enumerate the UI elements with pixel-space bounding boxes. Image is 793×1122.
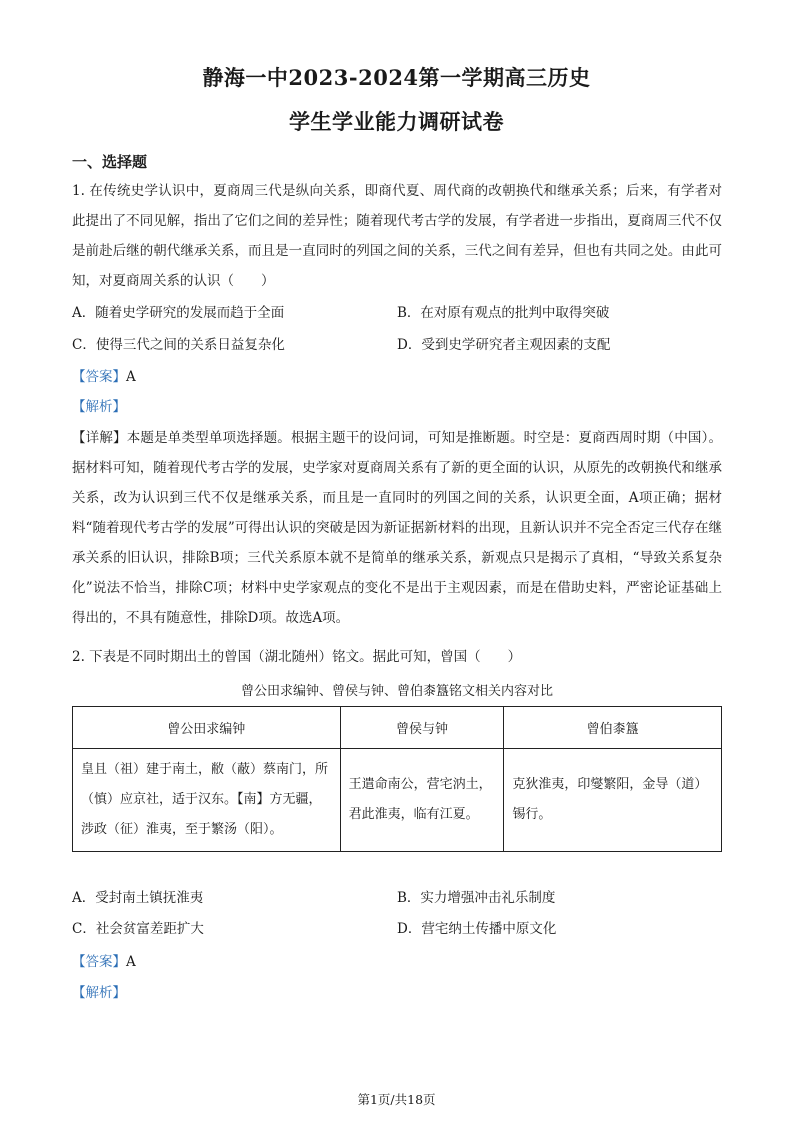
exam-title-line1: 静海一中2023-2024第一学期高三历史 <box>202 65 591 90</box>
q1-stem: 1. 在传统史学认识中，夏商周三代是纵向关系，即商代夏、周代商的改朝换代和继承关系；后来，有学者对此提出了不同见解，指出了它们之间的差异性；随着现代考古学的发展，有学者进一步指出，夏商周三代不仅是前赴后继的朝代继承关系，而且是一直同时的列国之间的关系，三代之间有差异，但也有共同之处。由此可知，对夏商周关系的认识（ ） <box>72 183 722 289</box>
table-cell: 克狄淮夷，印燮繁阳，金导（道）锡行。 <box>504 749 722 852</box>
page-number: 第1页/共18页 <box>357 1092 436 1107</box>
q2-stem: 2. 下表是不同时期出土的曾国（湖北随州）铭文。据此可知，曾国（ ） <box>72 649 522 665</box>
q2-option-b: B．实力增强冲击礼乐制度 <box>397 890 556 906</box>
q2-table-caption: 曾公田求编钟、曾侯与钟、曾伯桼簋铭文相关内容对比 <box>240 684 553 699</box>
q2-option-c: C．社会贫富差距扩大 <box>72 921 204 937</box>
q2-answer-tag: 【答案】 <box>72 954 126 970</box>
q2-analysis-line <box>72 983 126 1003</box>
inscription-table <box>72 706 722 852</box>
q1-option-d: D．受到史学研究者主观因素的支配 <box>397 337 611 353</box>
q1-option-c: C．使得三代之间的关系日益复杂化 <box>72 337 285 353</box>
table-header-cell: 曾侯与钟 <box>340 707 504 749</box>
table-header-row <box>73 707 722 749</box>
table-cell: 王遣命南公，营宅汭土，君此淮夷，临有江夏。 <box>340 749 504 852</box>
q1-detail-text: 本题是单类型单项选择题。根据主题干的设问词，可知是推断题。时空是：夏商西周时期（中国）。据材料可知，随着现代考古学的发展，史学家对夏商周关系有了新的更全面的认识，从原先的改朝换代和继承关系，改为认识到三代不仅是继承关系，而且是一直同时的列国之间的关系，认识更全面，A项正确；据材料“随着现代考古学的发展”可得出认识的突破是因为新证据新材料的出现，且新认识并不完全否定三代存在继承关系的旧认识，排除B项；三代关系原本就不是简单的继承关系，新观点只是揭示了真相，“导致关系复杂化”说法不恰当，排除C项；材料中史学家观点的变化不是出于主观因素，而是在借助史料，严密论证基础上得出的，不具有随意性，排除D项。故选A项。 <box>72 430 723 626</box>
q2-answer-line <box>72 952 136 972</box>
q1-analysis-line <box>72 397 126 417</box>
q1-answer: A <box>126 369 136 385</box>
q2-analysis-tag: 【解析】 <box>72 985 126 1001</box>
table-cell: 皇且（祖）建于南土，敝（蔽）蔡南门，所（慎）应京社，适于汉东。【南】方无疆，涉政（征）淮夷，至于繁汤（阳）。 <box>73 749 341 852</box>
q2-option-a: A．受封南土镇抚淮夷 <box>72 890 204 906</box>
q2-answer: A <box>126 954 136 970</box>
q1-option-b: B．在对原有观点的批判中取得突破 <box>397 305 610 321</box>
q1-analysis-tag: 【解析】 <box>72 399 126 415</box>
q1-option-a: A．随着史学研究的发展而趋于全面 <box>72 305 285 321</box>
exam-title-line2: 学生学业能力调研试卷 <box>289 109 504 134</box>
q1-detail <box>72 423 722 633</box>
q1-detail-tag: 【详解】 <box>72 430 127 446</box>
table-header-cell: 曾公田求编钟 <box>73 707 341 749</box>
table-header-cell: 曾伯桼簋 <box>504 707 722 749</box>
section-heading: 一、选择题 <box>72 153 148 171</box>
q2-option-d: D．营宅纳土传播中原文化 <box>397 921 557 937</box>
q1-answer-line <box>72 367 136 387</box>
q1-answer-tag: 【答案】 <box>72 369 126 385</box>
table-row <box>73 749 722 852</box>
